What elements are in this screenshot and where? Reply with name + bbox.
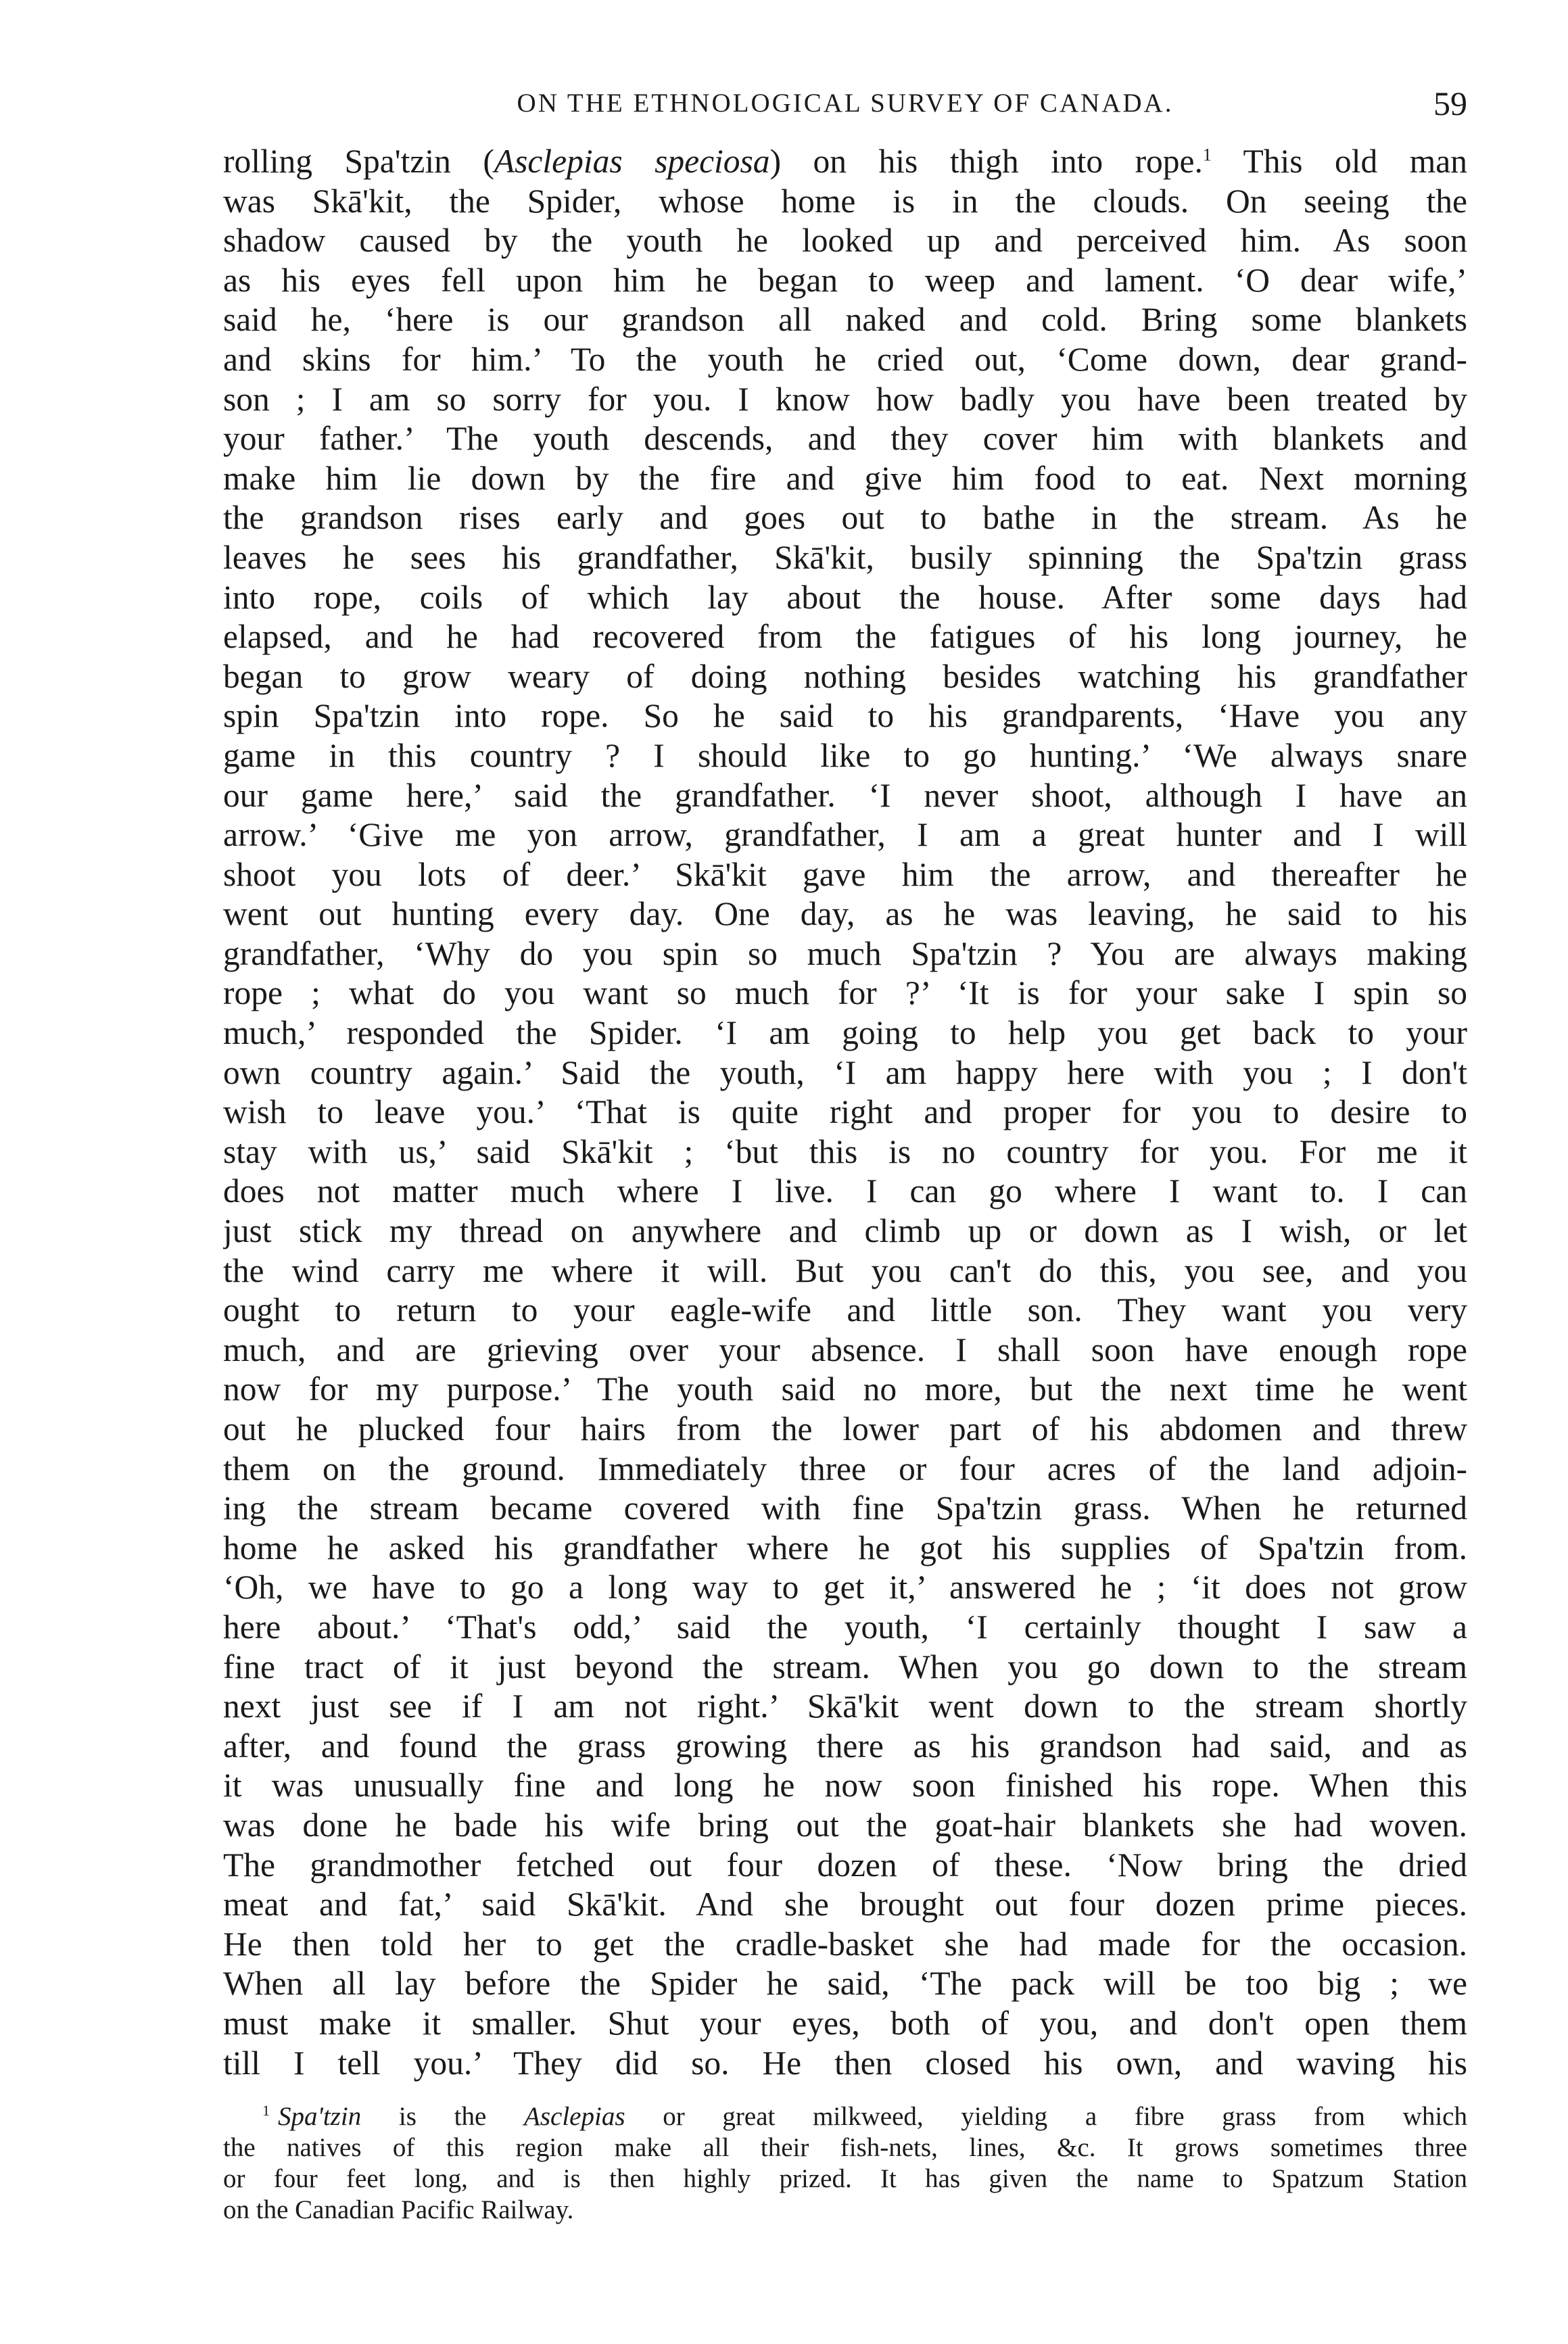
text-line: game in this country ? I should like to go hunting.’ ‘We always snare [223, 736, 1467, 774]
text-line: began to grow weary of doing nothing besides watching his grandfather [223, 657, 1467, 695]
footnote-line: on the Canadian Pacific Railway. [223, 2195, 574, 2224]
footnote-line: the natives of this region make all their fish-nets, lines, &c. It grows sometimes three [223, 2133, 1467, 2162]
text-line: spin Spa'tzin into rope. So he said to his grandparents, ‘Have you any [223, 697, 1467, 735]
text-line: leaves he sees his grandfather, Skā'kit, busily spinning the Spa'tzin grass [223, 538, 1467, 576]
running-head [223, 80, 1467, 127]
text-line: next just see if I am not right.’ Skā'kit went down to the stream shortly [223, 1688, 1467, 1725]
text-line: just stick my thread on anywhere and climb up or down as I wish, or let [223, 1212, 1467, 1250]
text-line: stay with us,’ said Skā'kit ; ‘but this is no country for you. For me it [223, 1132, 1467, 1170]
text-line: must make it smaller. Shut your eyes, both of you, and don't open them [223, 2004, 1467, 2042]
text-line: your father.’ The youth descends, and they cover him with blankets and [223, 420, 1467, 458]
text-line: our game here,’ said the grandfather. ‘I never shoot, although I have an [223, 776, 1467, 814]
page-number: 59 [1433, 85, 1467, 122]
text-line: after, and found the grass growing there as his grandson had said, and as [223, 1727, 1467, 1765]
text-line: was done he bade his wife bring out the goat-hair blankets she had woven. [223, 1806, 1467, 1844]
text-line: When all lay before the Spider he said, ‘The pack will be too big ; we [223, 1965, 1467, 2003]
text-line: arrow.’ ‘Give me yon arrow, grandfather, I am a great hunter and I will [223, 816, 1467, 854]
text-line: shadow caused by the youth he looked up and perceived him. As soon [223, 222, 1467, 260]
text-line: The grandmother fetched out four dozen of these. ‘Now bring the dried [223, 1846, 1467, 1884]
text-line: much, and are grieving over your absence. I shall soon have enough rope [223, 1331, 1467, 1368]
running-title: ON THE ETHNOLOGICAL SURVEY OF CANADA. [517, 89, 1174, 118]
text-line: wish to leave you.’ ‘That is quite right and proper for you to desire to [223, 1093, 1467, 1131]
text-line: and skins for him.’ To the youth he cried out, ‘Come down, dear grand- [223, 340, 1467, 378]
text-line: went out hunting every day. One day, as he was leaving, he said to his [223, 895, 1467, 933]
text-line: out he plucked four hairs from the lower part of his abdomen and threw [223, 1410, 1467, 1448]
text-line: shoot you lots of deer.’ Skā'kit gave him the arrow, and thereafter he [223, 855, 1467, 893]
text-line: ought to return to your eagle-wife and little son. They want you very [223, 1291, 1467, 1329]
text-line: He then told her to get the cradle-basket she had made for the occasion. [223, 1925, 1467, 1963]
text-line: it was unusually fine and long he now soon finished his rope. When this [223, 1767, 1467, 1804]
footnote-reference: 1 [1202, 145, 1212, 165]
footnotes [223, 2101, 1467, 2226]
text-line: own country again.’ Said the youth, ‘I am happy here with you ; I don't [223, 1053, 1467, 1091]
text-line: ‘Oh, we have to go a long way to get it,’ answered he ; ‘it does not grow [223, 1569, 1467, 1606]
text-line: as his eyes fell upon him he began to weep and lament. ‘O dear wife,’ [223, 261, 1467, 299]
text-line: rolling Spa'tzin (Asclepias speciosa) on his thigh into rope.$^1$ This old man [223, 143, 1467, 180]
body-text [223, 142, 1467, 2083]
text-line: now for my purpose.’ The youth said no more, but the next time he went [223, 1370, 1467, 1408]
text-line: till I tell you.’ They did so. He then closed his own, and waving his [223, 2044, 1467, 2082]
text-line: ing the stream became covered with fine Spa'tzin grass. When he returned [223, 1489, 1467, 1527]
text-line: make him lie down by the fire and give him food to eat. Next morning [223, 459, 1467, 497]
text-line: said he, ‘here is our grandson all naked and cold. Bring some blankets [223, 301, 1467, 339]
text-line: here about.’ ‘That's odd,’ said the youth, ‘I certainly thought I saw a [223, 1608, 1467, 1646]
text-line: grandfather, ‘Why do you spin so much Spa'tzin ? You are always making [223, 934, 1467, 972]
footnote-mark: 1 [262, 2102, 270, 2119]
text-line: son ; I am so sorry for you. I know how badly you have been treated by [223, 380, 1467, 418]
text-line: much,’ responded the Spider. ‘I am going to help you get back to your [223, 1014, 1467, 1052]
text-line: does not matter much where I live. I can go where I want to. I can [223, 1172, 1467, 1210]
text-line: fine tract of it just beyond the stream. When you go down to the stream [223, 1648, 1467, 1685]
text-line: home he asked his grandfather where he got his supplies of Spa'tzin from. [223, 1529, 1467, 1566]
text-line: rope ; what do you want so much for ?’ ‘It is for your sake I spin so [223, 974, 1467, 1012]
text-line: meat and fat,’ said Skā'kit. And she brought out four dozen prime pieces. [223, 1886, 1467, 1923]
text-line: them on the ground. Immediately three or four acres of the land adjoin- [223, 1450, 1467, 1487]
text-line: elapsed, and he had recovered from the fatigues of his long journey, he [223, 618, 1467, 656]
footnote-line: or four feet long, and is then highly prized. It has given the name to Spatzum Station [223, 2164, 1467, 2193]
text-line: the grandson rises early and goes out to bathe in the stream. As he [223, 499, 1467, 537]
text-line: the wind carry me where it will. But you can't do this, you see, and you [223, 1251, 1467, 1289]
text-line: was Skā'kit, the Spider, whose home is in the clouds. On seeing the [223, 182, 1467, 220]
text-line: into rope, coils of which lay about the house. After some days had [223, 578, 1467, 616]
footnote-line: $^1$ Spa'tzin is the Asclepias or great milkweed, yielding a fibre grass from which [262, 2102, 1467, 2131]
